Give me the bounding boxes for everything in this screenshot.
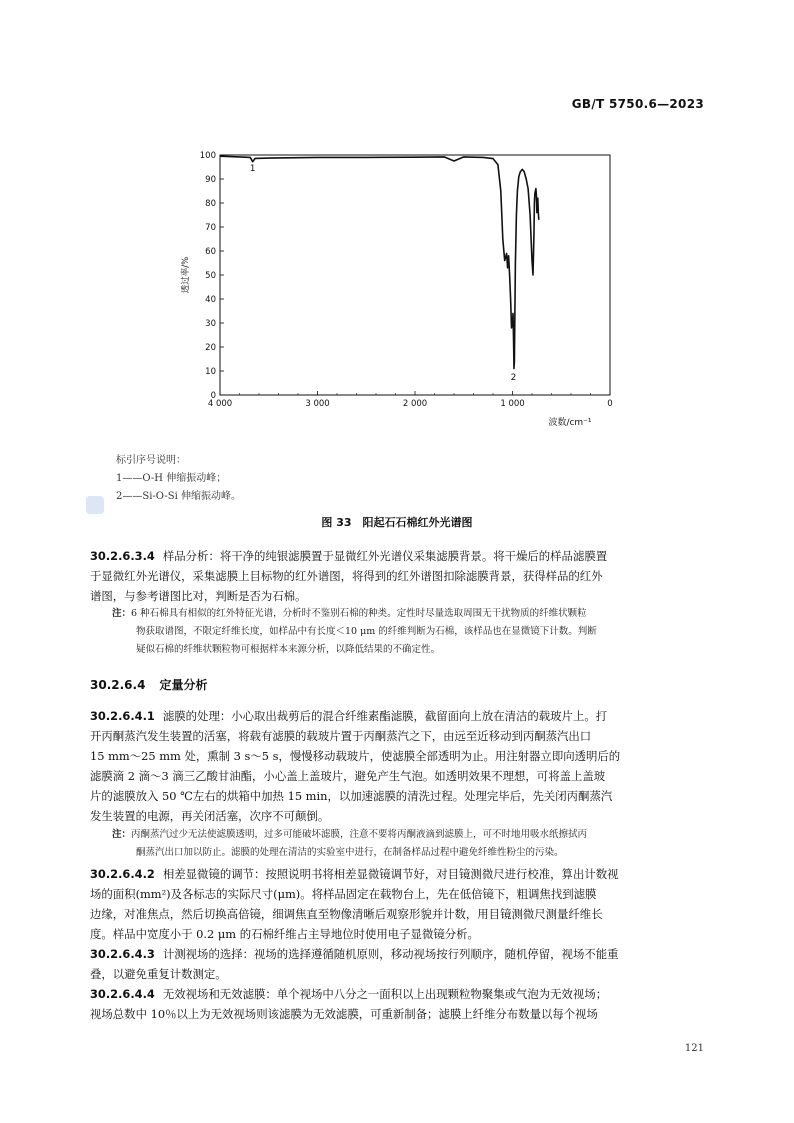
y-tick-label: 40 (205, 295, 216, 305)
paragraph-line: 场的面积(mm²)及各标志的实际尺寸(μm)。将样品固定在载物台上，先在低倍镜下，粗调焦找到滤膜 (90, 887, 597, 901)
standard-code: GB/T 5750.6—2023 (571, 97, 704, 111)
paragraph-line: 度。样品中宽度小于 0.2 μm 的石棉纤维占主导地位时使用电子显微镜分析。 (90, 927, 479, 941)
y-tick-label: 80 (205, 199, 216, 209)
x-tick-label: 1 000 (500, 399, 525, 409)
y-tick-label: 20 (205, 343, 216, 353)
note-line: 疑似石棉的纤维状颗粒物可根据样本来源分析，以降低结果的不确定性。 (136, 644, 441, 655)
plot-frame (220, 155, 610, 395)
y-tick-label: 70 (205, 223, 216, 233)
paragraph-30-2-6-4-1 (90, 706, 706, 826)
legend-title: 标引序号说明： (116, 455, 186, 466)
y-tick-label: 60 (205, 247, 216, 257)
note-2 (112, 826, 706, 862)
paragraph-line: 视场总数中 10％以上为无效视场则该滤膜为无效滤膜，可重新制备；滤膜上纤维分布数量以每个视场 (90, 1007, 598, 1021)
page-number: 121 (684, 1043, 704, 1054)
paragraph-line: 30.2.6.4.3 计测视场的选择：视场的选择遵循随机原则，移动视场按行列顺序，随机停留，视场不能重 (90, 947, 619, 961)
x-tick-label: 2 000 (402, 399, 428, 409)
chart-ticks (200, 151, 613, 409)
x-tick-label: 3 000 (305, 399, 330, 409)
clause-number: 30.2.6.4.1 (90, 709, 155, 723)
y-tick-label: 100 (199, 151, 216, 161)
paragraph-line: 开丙酮蒸汽发生装置的活塞，将载有滤膜的载玻片置于丙酮蒸汽之下，由远至近移动到丙酮蒸汽出口 (90, 729, 592, 743)
note-line: 物获取谱图，不限定纤维长度，如样品中有长度＜10 μm 的纤维判断为石棉，该样品也在显微镜下计数。判断 (136, 626, 597, 637)
section-heading-quantitative-analysis (90, 676, 207, 693)
paragraph-30-2-6-4-2 (90, 864, 706, 944)
figure-caption: 图 33 阳起石石棉红外光谱图 (321, 516, 473, 529)
chart-annotations (250, 164, 517, 383)
y-tick-label: 90 (205, 175, 216, 185)
paragraph-line: 30.2.6.3.4 样品分析：将干净的纯银滤膜置于显微红外光谱仪采集滤膜背景。将干燥后的样品滤膜置 (90, 549, 608, 563)
paragraph-30-2-6-4-4 (90, 984, 706, 1024)
peak-annotation-2: 2 (510, 372, 517, 383)
clause-number: 30.2.6.4.4 (90, 987, 155, 1001)
paragraph-line: 30.2.6.4.2 相差显微镜的调节：按照说明书将相差显微镜调节好，对目镜测微尺进行校准，算出计数视 (90, 867, 619, 881)
y-tick-label: 30 (205, 319, 216, 329)
legend-item-1: 1——O-H 伸缩振动峰； (116, 473, 227, 484)
note-line: 注：6 种石棉具有相似的红外特征光谱，分析时不鉴别石棉的种类。定性时尽量选取周围无干扰物质的纤维状颗粒 (112, 608, 587, 619)
y-tick-label: 0 (210, 391, 216, 401)
note-line: 酮蒸汽出口加以防止。滤膜的处理在清洁的实验室中进行，在制备样品过程中避免纤维性粉尘的污染。 (136, 847, 564, 858)
paragraph-line: 15 mm～25 mm 处，熏制 3 s～5 s，慢慢移动载玻片，使滤膜全部透明为止。用注射器立即向透明后的 (90, 749, 621, 763)
spectrum-series-line (220, 156, 539, 368)
y-tick-label: 50 (205, 271, 216, 281)
clause-number: 30.2.6.4.2 (90, 867, 155, 881)
paragraph-line: 30.2.6.4.1 滤膜的处理：小心取出裁剪后的混合纤维素酯滤膜，截留面向上放在清洁的载玻片上。打 (90, 709, 608, 723)
paragraph-line: 谱图，与参考谱图比对，判断是否为石棉。 (90, 589, 307, 603)
note-label: 注： (112, 829, 132, 840)
paragraph-30-2-6-4-3 (90, 944, 706, 984)
chart-axes (180, 155, 613, 428)
y-axis-label: 透过率/% (181, 256, 191, 294)
clause-number: 30.2.6.4.3 (90, 947, 155, 961)
paragraph-line: 滤膜滴 2 滴～3 滴三乙酸甘油酯，小心盖上盖玻片，避免产生气泡。如透明效果不理想，可将盖上盖玻 (90, 769, 606, 783)
paragraph-line: 片的滤膜放入 50 ℃左右的烘箱中加热 15 min，以加速滤膜的清洗过程。处理完毕后，先关闭丙酮蒸汽 (90, 789, 613, 803)
paragraph-30-2-6-3-4 (90, 546, 706, 606)
x-axis-label: 波数/cm⁻¹ (548, 418, 592, 428)
section-number: 30.2.6.4 (90, 678, 146, 692)
x-tick-label: 4 000 (207, 399, 233, 409)
ir-spectrum-chart (170, 140, 630, 440)
paragraph-line: 30.2.6.4.4 无效视场和无效滤膜：单个视场中八分之一面积以上出现颗粒物聚集或气泡为无效视场； (90, 987, 608, 1001)
section-title: 定量分析 (159, 678, 208, 692)
chart-series (220, 156, 539, 368)
paragraph-line: 于显微红外光谱仪，采集滤膜上目标物的红外谱图，将得到的红外谱图扣除滤膜背景，获得样品的红外 (90, 569, 603, 583)
note-1 (112, 605, 706, 659)
watermark-logo (86, 496, 104, 514)
paragraph-line: 叠，以避免重复计数测定。 (90, 967, 227, 981)
y-tick-label: 10 (205, 367, 216, 377)
x-tick-label: 0 (607, 399, 613, 409)
note-label: 注： (112, 608, 132, 619)
legend-item-2: 2——Si-O-Si 伸缩振动峰。 (116, 491, 241, 502)
note-line: 注：丙酮蒸汽过少无法使滤膜透明，过多可能破坏滤膜，注意不要将丙酮液滴到滤膜上，可不时地用吸水纸擦拭丙 (112, 829, 588, 840)
clause-number: 30.2.6.3.4 (90, 549, 155, 563)
peak-annotation-1: 1 (249, 164, 256, 174)
paragraph-line: 发生装置的电源，再关闭活塞，次序不可颠倒。 (90, 809, 330, 823)
paragraph-line: 边缘，对准焦点，然后切换高倍镜，细调焦直至物像清晰后观察形貌并计数，用目镜测微尺测量纤维长 (90, 907, 603, 921)
